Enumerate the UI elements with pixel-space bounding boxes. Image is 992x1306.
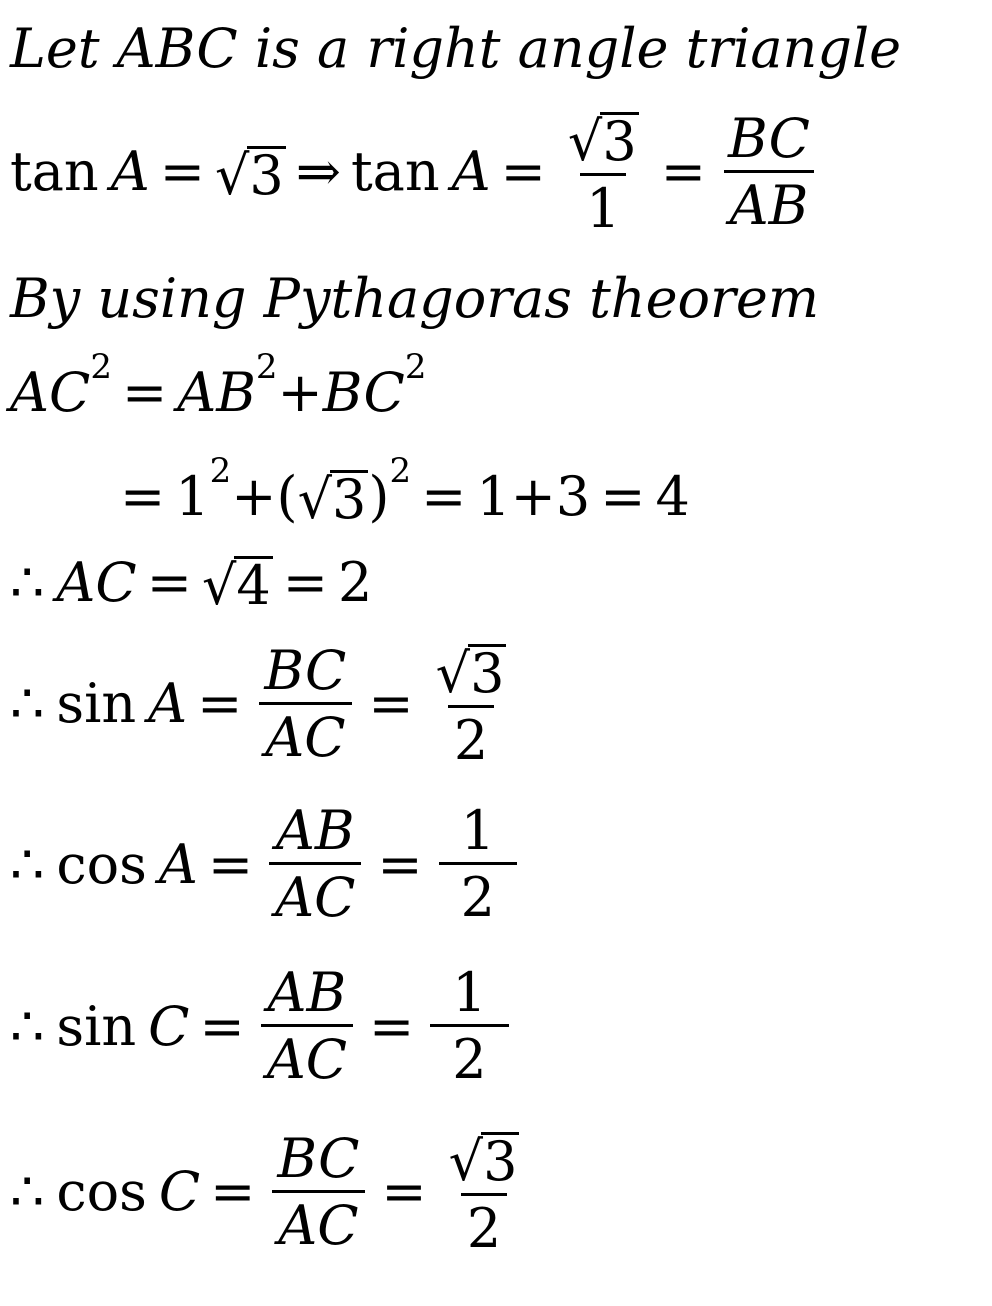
equals-sign: = <box>377 832 423 896</box>
equals-sign: = <box>381 1160 427 1223</box>
pythagoras-heading <box>10 267 820 330</box>
trig-fn: cos <box>56 832 147 896</box>
ratio-numerator: AB <box>267 961 347 1024</box>
ac-value: 2 <box>337 550 373 614</box>
trig-line-sin-a <box>10 638 518 772</box>
equals-sign-calc: = <box>120 464 166 528</box>
value-fraction <box>439 799 517 929</box>
ratio-denominator: AC <box>269 862 361 925</box>
term-ac: AC <box>10 361 91 424</box>
sqrt-3: √ 3 <box>214 143 284 207</box>
therefore-symbol: ∴ <box>10 672 45 735</box>
value-numerator: √ 3 <box>448 1130 518 1193</box>
frac-den-ab: AB <box>724 170 815 233</box>
equals-sign: = <box>369 994 415 1058</box>
trig-var: C <box>158 1160 201 1223</box>
equals-sign: = <box>368 672 414 735</box>
value-denominator: 2 <box>448 705 494 768</box>
calc-exp-2: 2 <box>389 450 412 491</box>
frac-num-root: 3 <box>602 110 637 173</box>
value-fraction <box>443 1128 526 1260</box>
frac-den-1: 1 <box>580 173 626 236</box>
term-ab: AB <box>177 361 256 424</box>
trig-line-cos-c <box>10 1126 531 1260</box>
tan-var-2: A <box>451 140 491 203</box>
equals-sign-3: = <box>660 140 706 203</box>
ratio-fraction <box>271 1126 365 1257</box>
equals-sign: = <box>199 994 245 1058</box>
ratio-denominator: AC <box>272 1190 364 1253</box>
equals-sign-2: = <box>500 140 546 203</box>
therefore-symbol: ∴ <box>10 1160 45 1223</box>
statement-text: Let ABC is a right angle triangle <box>10 17 902 80</box>
fraction-root3-over-1: √ 3 1 <box>567 110 637 240</box>
therefore-symbol: ∴ <box>10 832 45 896</box>
tan-equation <box>10 106 822 240</box>
calc-equation: = 1 2 +( √ 3 ) 2 = 1+3 = 4 <box>120 450 690 531</box>
ratio-numerator: BC <box>264 638 347 702</box>
exp-bc: 2 <box>404 347 427 387</box>
equals-sign: = <box>210 1160 256 1223</box>
trig-var: A <box>158 832 198 896</box>
pythagoras-equation <box>10 347 427 424</box>
trig-var: A <box>148 672 188 735</box>
tan-fn-2: tan <box>350 140 440 203</box>
trig-line-sin-c <box>10 961 515 1091</box>
ratio-fraction <box>258 638 352 769</box>
ratio-denominator: AC <box>259 702 351 765</box>
sqrt-4: √ 4 <box>201 554 271 617</box>
frac-num-bc: BC <box>727 106 810 170</box>
value-numerator: 1 <box>460 799 496 862</box>
plus-sign: + <box>277 361 323 424</box>
equals-sign: = <box>159 140 205 203</box>
term-bc: BC <box>322 361 405 424</box>
ac-var: AC <box>56 550 137 614</box>
equals-sign: = <box>207 832 254 896</box>
equals-sign: = <box>197 672 243 735</box>
trig-fn: cos <box>56 1160 147 1223</box>
trig-line-cos-a <box>10 799 523 929</box>
value-denominator: 2 <box>439 862 517 925</box>
tan-fn: tan <box>10 140 99 203</box>
statement-line <box>10 17 902 80</box>
calc-one: 1 <box>175 464 210 528</box>
calc-sqrt-3: √ 3 <box>297 468 367 531</box>
value-numerator: √ 3 <box>435 642 505 705</box>
calc-result: 4 <box>655 464 690 528</box>
therefore-symbol: ∴ <box>10 550 45 614</box>
exp-ab: 2 <box>255 347 278 387</box>
fraction-bc-over-ab <box>722 106 816 237</box>
trig-var: C <box>148 994 190 1058</box>
ac-result-line: ∴ AC = √ 4 = 2 <box>10 550 373 617</box>
tan-var: A <box>110 140 150 203</box>
trig-fn: sin <box>56 994 137 1058</box>
value-numerator: 1 <box>452 961 487 1024</box>
equals-sign-pyth: = <box>121 361 168 424</box>
ratio-numerator: BC <box>277 1126 360 1190</box>
exp-ac: 2 <box>90 347 112 387</box>
calc-sum: 1+3 <box>476 464 591 528</box>
pythagoras-text: By using Pythagoras theorem <box>10 267 820 330</box>
value-fraction <box>430 961 508 1091</box>
calc-exp-1: 2 <box>209 450 232 491</box>
implies-sign: ⇒ <box>295 140 341 203</box>
value-denominator: 2 <box>461 1193 507 1256</box>
value-denominator: 2 <box>430 1024 508 1087</box>
ratio-denominator: AC <box>261 1024 353 1087</box>
trig-fn: sin <box>56 672 137 735</box>
therefore-symbol: ∴ <box>10 994 45 1058</box>
value-fraction <box>430 640 513 772</box>
ratio-fraction <box>261 961 353 1091</box>
ratio-numerator: AB <box>275 799 355 862</box>
ratio-fraction <box>269 799 361 929</box>
